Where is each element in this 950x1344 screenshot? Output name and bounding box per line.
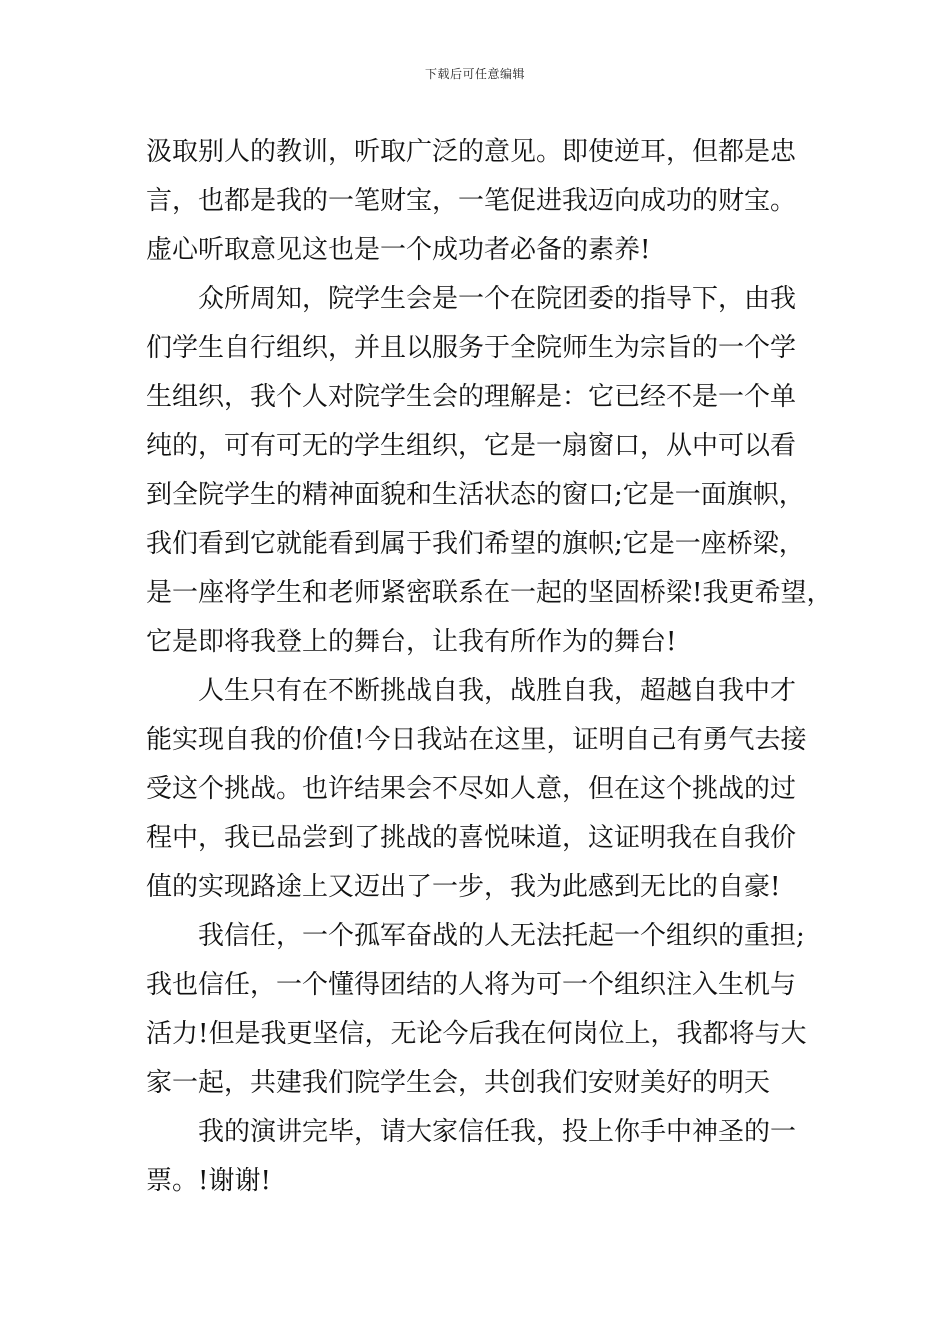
text-line: 值的实现路途上又迈出了一步，我为此感到无比的自豪! xyxy=(146,872,781,902)
text-line: 们学生自行组织，并且以服务于全院师生为宗旨的一个学 xyxy=(146,333,797,363)
document-body xyxy=(146,128,833,1206)
text-line: 是一座将学生和老师紧密联系在一起的坚固桥梁!我更希望， xyxy=(146,578,833,608)
text-line: 受这个挑战。也许结果会不尽如人意，但在这个挑战的过 xyxy=(146,774,797,804)
paragraph-start-line: 我的演讲完毕，请大家信任我，投上你手中神圣的一 xyxy=(198,1117,797,1147)
paragraph-start-line: 我信任，一个孤军奋战的人无法托起一个组织的重担; xyxy=(198,921,805,951)
text-line: 能实现自我的价值!今日我站在这里，证明自己有勇气去接 xyxy=(146,725,807,755)
text-line: 纯的，可有可无的学生组织，它是一扇窗口，从中可以看 xyxy=(146,431,797,461)
text-line: 活力!但是我更坚信，无论今后我在何岗位上，我都将与大 xyxy=(146,1019,807,1049)
text-line: 汲取别人的教训，听取广泛的意见。即使逆耳，但都是忠 xyxy=(146,137,797,167)
text-line: 程中，我已品尝到了挑战的喜悦味道，这证明我在自我价 xyxy=(146,823,797,853)
paragraph-start-line: 人生只有在不断挑战自我，战胜自我，超越自我中才 xyxy=(198,676,797,706)
paragraph-start-line: 众所周知，院学生会是一个在院团委的指导下，由我 xyxy=(198,284,797,314)
text-line: 票。!谢谢! xyxy=(146,1166,271,1196)
text-line: 生组织，我个人对院学生会的理解是：它已经不是一个单 xyxy=(146,382,797,412)
text-line: 虚心听取意见这也是一个成功者必备的素养! xyxy=(146,235,651,265)
text-line: 它是即将我登上的舞台，让我有所作为的舞台! xyxy=(146,627,677,657)
text-line: 我们看到它就能看到属于我们希望的旗帜;它是一座桥梁， xyxy=(146,529,805,559)
text-line: 我也信任，一个懂得团结的人将为可一个组织注入生机与 xyxy=(146,970,797,1000)
text-line: 到全院学生的精神面貌和生活状态的窗口;它是一面旗帜， xyxy=(146,480,805,510)
page-header: 下载后可任意编辑 xyxy=(424,67,525,81)
text-line: 言，也都是我的一笔财宝，一笔促进我迈向成功的财宝。 xyxy=(146,186,797,216)
text-line: 家一起，共建我们院学生会，共创我们安财美好的明天 xyxy=(146,1068,771,1098)
